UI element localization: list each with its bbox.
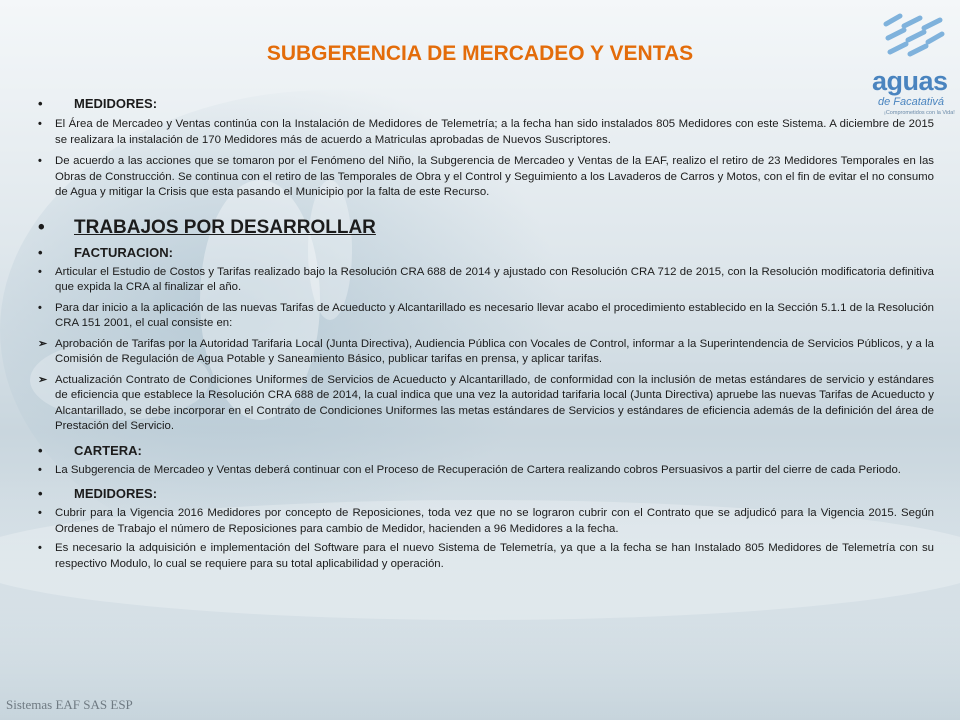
slide-content — [38, 96, 934, 572]
section-heading-large: TRABAJOS POR DESARROLLAR — [74, 216, 376, 238]
paragraph: La Subgerencia de Mercadeo y Ventas deberá continuar con el Proceso de Recuperación de Cartera realizando cobros Persuasivos a partir del cierre de cada Periodo. — [55, 463, 901, 476]
list-item — [38, 506, 934, 537]
bullet-icon: • — [38, 216, 45, 238]
paragraph: Actualización Contrato de Condiciones Uniformes de Servicios de Acueducto y Alcantarillado, de conformidad con la inclusión de metas estándares de servicio y estándares de eficiencia que establece la Resolución CRA 688 de 2014, la cual indica que una vez la autoridad tarifaria local (Junta Directiva) apruebe las nuevas Tarifas de Acueducto y Alcantarillado, se debe incorporar en el Contrato de Condiciones Uniformes las metas estándares de Servicios y estándares de eficiencia además de la definición del área de Prestación del Servicio. — [55, 373, 934, 432]
section-heading: FACTURACION: — [74, 244, 173, 260]
bullet-icon: • — [38, 265, 42, 278]
bullet-icon: • — [38, 542, 42, 554]
bullet-icon: • — [38, 96, 43, 111]
list-item — [38, 154, 934, 201]
paragraph: El Área de Mercadeo y Ventas continúa con la Instalación de Medidores de Telemetría; a la fecha han sido instalados 805 Medidores con este Sistema. A diciembre de 2015 se realizara la instalación de 170 Medidores más de acuerdo a Matriculas aprobadas de Nuevos Suscriptores. — [55, 118, 934, 146]
list-item — [38, 217, 934, 239]
bullet-icon: • — [38, 155, 42, 167]
bullet-icon: • — [38, 301, 42, 314]
logo-word: aguas — [872, 66, 948, 96]
paragraph: Cubrir para la Vigencia 2016 Medidores por concepto de Reposiciones, toda vez que no se lograron cubrir con el Contrato que se adjudicó para la Vigencia 2015. Según Ordenes de Trabajo el número de Reposiciones para cambio de Medidor, hacienden a 96 Medidores a la fecha. — [55, 507, 934, 535]
list-item — [38, 541, 934, 572]
section-heading: MEDIDORES: — [74, 486, 158, 501]
bullet-icon: • — [38, 118, 42, 130]
paragraph: Aprobación de Tarifas por la Autoridad Tarifaria Local (Junta Directiva), Audiencia Pública con Vocales de Control, informar a la Superintendencia de Servicios Públicos, y a la Comisión de Regulación de Agua Potable y Saneamiento Básico, publicar tarifas en prensa, y aplicar tarifas. — [55, 337, 934, 365]
list-item — [38, 265, 934, 296]
bullet-icon: • — [38, 463, 42, 476]
bullet-icon: • — [38, 507, 42, 519]
logo-subtitle: de Facatativá — [878, 96, 945, 108]
logo-tagline: ¡Comprometidos con la Vida! — [884, 110, 955, 116]
list-item — [38, 486, 934, 501]
paragraph: De acuerdo a las acciones que se tomaron por el Fenómeno del Niño, la Subgerencia de Mercadeo y Ventas de la EAF, realizo el retiro de 23 Medidores Temporales en las Obras de Construcción. Se continua con el retiro de las Temporales de Obra y el Control y Seguimiento a los Lavaderos de Carros y Motos, con el fin de evitar el no consumo de Agua y mitigar la Crisis que esta pasando el Municipio por la falta de este Recurso. — [55, 155, 934, 198]
list-item — [38, 301, 934, 332]
bullet-icon: • — [38, 244, 43, 260]
list-item — [38, 96, 934, 111]
list-item — [38, 245, 934, 260]
list-item — [38, 443, 934, 458]
paragraph: Articular el Estudio de Costos y Tarifas realizado bajo la Resolución CRA 688 de 2014 y ajustado con Resolución CRA 712 de 2015, con la Resolución modificatoria definitiva que expida la CRA al finalizar el año. — [55, 265, 934, 293]
paragraph: Es necesario la adquisición e implementación del Software para el nuevo Sistema de Telemetría, ya que a la fecha se han Instalado 805 Medidores de Telemetría con su respectivo Modulo, lo cual se requiere para su total aplicabilidad y operación. — [55, 542, 934, 570]
bullet-icon: • — [38, 486, 43, 501]
section-heading: CARTERA: — [74, 442, 142, 458]
section-heading: MEDIDORES: — [74, 96, 158, 111]
arrow-bullet-icon: ➢ — [38, 373, 48, 386]
slide-title: SUBGERENCIA DE MERCADEO Y VENTAS — [266, 42, 694, 65]
footer-text: Sistemas EAF SAS ESP — [6, 697, 133, 712]
bullet-icon: • — [38, 442, 43, 458]
list-item — [38, 337, 934, 368]
list-item — [38, 463, 934, 479]
list-item — [38, 117, 934, 148]
list-item — [38, 373, 934, 435]
paragraph: Para dar inicio a la aplicación de las nuevas Tarifas de Acueducto y Alcantarillado es necesario llevar acabo el procedimiento establecido en la Sección 5.1.1 de la Resolución CRA 151 2001, el cual consiste en: — [55, 301, 934, 329]
logo-mark-icon — [878, 12, 950, 68]
arrow-bullet-icon: ➢ — [38, 337, 48, 350]
